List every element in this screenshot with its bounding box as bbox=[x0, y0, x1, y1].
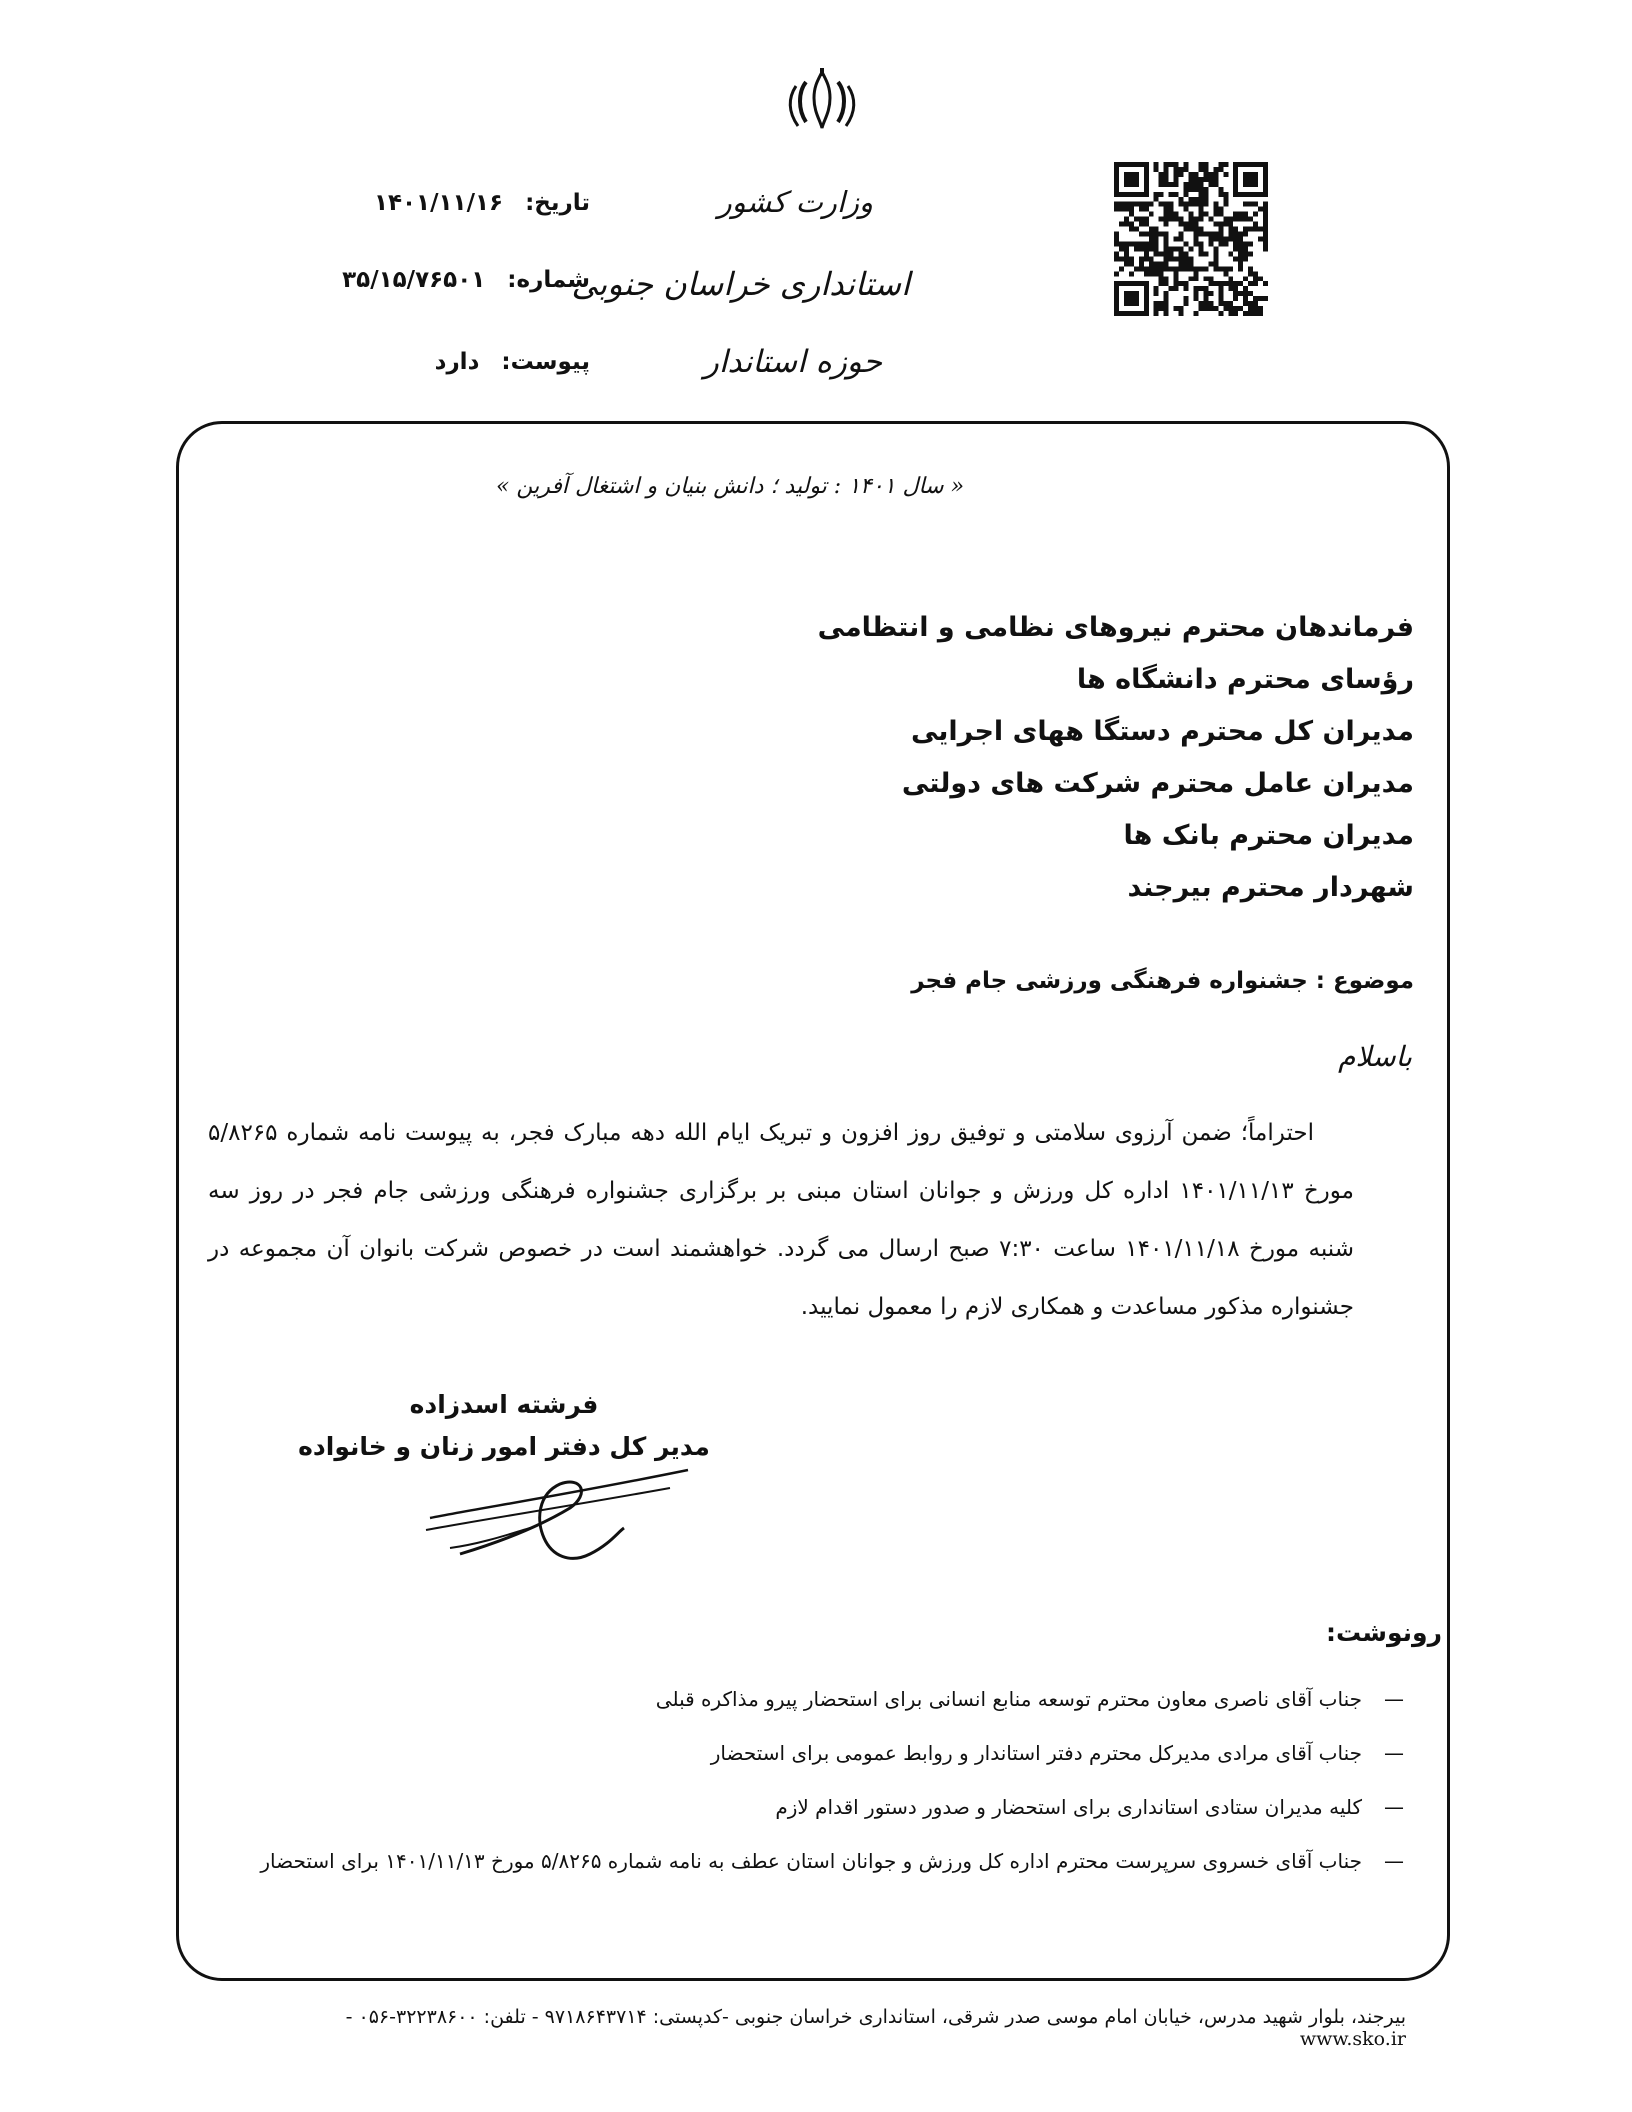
dash-icon: — bbox=[1384, 1687, 1404, 1711]
footer-website[interactable]: www.sko.ir bbox=[1299, 2028, 1406, 2050]
recipients-list bbox=[414, 602, 1414, 914]
number-label: شماره: bbox=[507, 267, 590, 293]
dash-icon: — bbox=[1384, 1795, 1404, 1819]
letter-number bbox=[250, 267, 590, 293]
cc-item-text: جناب آقای خسروی سرپرست محترم اداره کل ورزش و جوانان استان عطف به نامه شماره ۵/۸۲۶۵ مورخ ۱۴۰۱/۱۱/۱۳ برای استحضار bbox=[260, 1849, 1362, 1873]
office-name: حوزه استاندار bbox=[703, 344, 882, 380]
recipient: فرماندهان محترم نیروهای نظامی و انتظامی bbox=[817, 612, 1414, 643]
cc-item-text: جناب آقای ناصری معاون محترم توسعه منابع انسانی برای استحضار پیرو مذاکره قبلی bbox=[655, 1687, 1362, 1711]
cc-item-text: کلیه مدیران ستادی استانداری برای استحضار و صدور دستور اقدام لازم bbox=[775, 1795, 1362, 1819]
dash-icon: — bbox=[1384, 1741, 1404, 1765]
signature-icon bbox=[420, 1458, 700, 1568]
governorate-name: استانداری خراسان جنوبی bbox=[571, 265, 910, 303]
signer-block bbox=[254, 1384, 754, 1468]
signer-name: فرشته اسدزاده bbox=[409, 1390, 599, 1419]
attachment-value: دارد bbox=[434, 349, 480, 375]
qr-code-icon bbox=[1114, 162, 1268, 316]
signer-title: مدیر کل دفتر امور زنان و خانواده bbox=[298, 1432, 710, 1461]
cc-item bbox=[254, 1672, 1414, 1726]
attachment-label: پیوست: bbox=[501, 349, 590, 375]
recipient: شهردار محترم بیرجند bbox=[1127, 872, 1414, 903]
cc-item bbox=[254, 1834, 1414, 1888]
letter-body: احتراماً؛ ضمن آرزوی سلامتی و توفیق روز افزون و تبریک ایام الله دهه مبارک فجر، به پیوست نامه شماره ۵/۸۲۶۵ مورخ ۱۴۰۱/۱۱/۱۳ اداره کل ورزش و جوانان استان مبنی بر برگزاری جشنواره فرهنگی ورزشی جام فجر در روز سه شنبه مورخ ۱۴۰۱/۱۱/۱۸ ساعت ۷:۳۰ صبح ارسال می گردد. خواهشمند است در خصوص شرکت بانوان آن مجموعه در جشنواره مذکور مساعدت و همکاری لازم را معمول نمایید. bbox=[208, 1120, 1354, 1320]
cc-list bbox=[254, 1672, 1414, 1888]
date-value: ۱۴۰۱/۱۱/۱۶ bbox=[373, 190, 504, 216]
dash-icon: — bbox=[1384, 1849, 1404, 1873]
iran-emblem-icon bbox=[784, 66, 860, 136]
footer bbox=[240, 2006, 1406, 2050]
recipient: مدیران محترم بانک ها bbox=[1123, 820, 1414, 851]
footer-address: بیرجند، بلوار شهید مدرس، خیابان امام موسی صدر شرقی، استانداری خراسان جنوبی -کدپستی: ۹۷۱۸۶۴۳۷۱۴ - تلفن: ۳۲۲۳۸۶۰۰-۰۵۶ - bbox=[345, 2006, 1406, 2028]
letter-date bbox=[250, 190, 590, 216]
year-slogan: « سال ۱۴۰۱ : تولید ؛ دانش بنیان و اشتغال آفرین » bbox=[495, 474, 965, 499]
recipient: رؤسای محترم دانشگاه ها bbox=[1076, 664, 1414, 695]
cc-item bbox=[254, 1726, 1414, 1780]
cc-item bbox=[254, 1780, 1414, 1834]
ministry-name: وزارت کشور bbox=[717, 185, 873, 219]
number-value: ۳۵/۱۵/۷۶۵۰۱ bbox=[342, 267, 486, 293]
recipient: مدیران عامل محترم شرکت های دولتی bbox=[901, 768, 1414, 799]
date-label: تاریخ: bbox=[525, 190, 590, 216]
salutation: باسلام bbox=[1338, 1040, 1412, 1073]
letter-subject: موضوع : جشنواره فرهنگی ورزشی جام فجر bbox=[911, 968, 1414, 994]
letter-attachment bbox=[250, 349, 590, 375]
cc-title: رونوشت: bbox=[1325, 1618, 1442, 1647]
recipient: مدیران کل محترم دستگا ههای اجرایی bbox=[910, 716, 1414, 747]
cc-item-text: جناب آقای مرادی مدیرکل محترم دفتر استاندار و روابط عمومی برای استحضار bbox=[710, 1741, 1362, 1765]
